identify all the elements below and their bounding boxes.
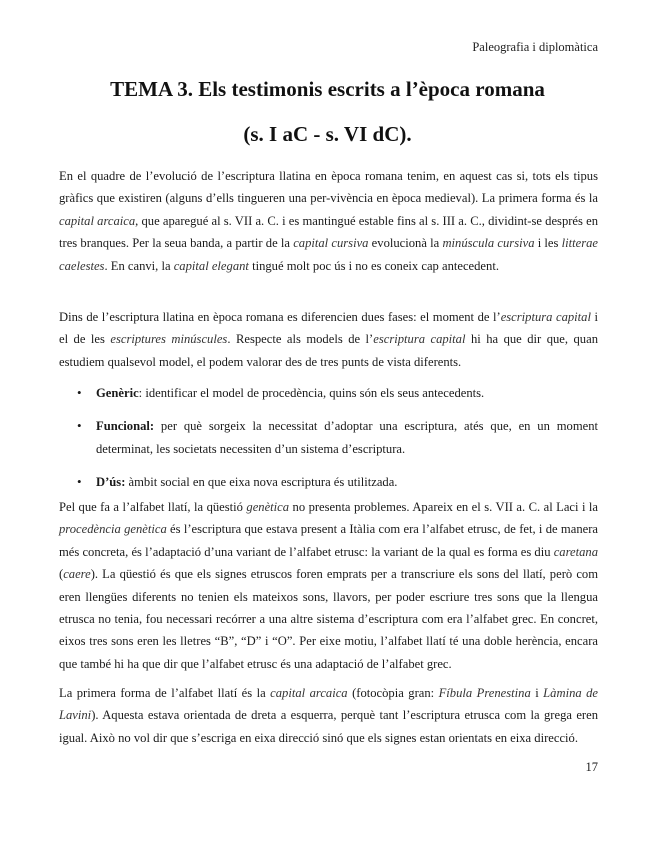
chapter-title: TEMA 3. Els testimonis escrits a l’època romana — [110, 77, 545, 101]
bullet-marker: • — [77, 474, 82, 490]
italic-term: Làmina de Lavini — [59, 686, 599, 723]
bullet-term: D’ús: — [96, 475, 126, 490]
text-run: Pel que fa a l’alfabet llatí, la qüestió — [59, 500, 247, 514]
text-run: no presenta problemes. Apareix en el s. VII a. C. al Laci i la — [289, 500, 598, 514]
italic-term: procedència genètica — [59, 522, 167, 537]
text-run: ). Aquesta estava orientada de dreta a esquerra, perquè tant l’escriptura etrusca com la grega eren igual. Això no vol dir que s’escriga en eixa direcció sinó que els signes estan orientats en eixa direcció. — [59, 708, 598, 745]
text-run: (fotocòpia gran: — [347, 686, 439, 700]
bullet-text: per què sorgeix la necessitat d’adoptar una escriptura, atés que, en un moment determinat, les societats necessiten d’un sistema d’escriptura. — [96, 419, 598, 456]
bullet-item — [59, 415, 598, 460]
text-run: és l’escriptura que estava present a Itàlia com era l’alfabet etrusc, de fet, i de manera més concreta, és l’adaptació d’una variant de l’alfabet etrusc: la variant de la qual es forma es diu — [59, 522, 598, 559]
text-run: . Respecte als models de l’ — [227, 332, 374, 347]
italic-term: capital cursiva — [293, 236, 369, 251]
italic-term: minúscula cursiva — [442, 236, 535, 251]
italic-term: capital arcaica — [270, 686, 348, 700]
bullet-text: : identificar el model de procedència, quins són els seus antecedents. — [138, 386, 485, 400]
italic-term: genètica — [246, 500, 290, 514]
text-run: i el de les — [59, 310, 598, 347]
paragraph-3 — [59, 496, 598, 675]
text-run: Dins de l’escriptura llatina en època romana es diferencien dues fases: el moment de l’ — [59, 310, 501, 324]
italic-term: caretana — [553, 544, 598, 559]
paragraph-2 — [59, 306, 598, 373]
running-header: Paleografia i diplomàtica — [472, 40, 598, 54]
italic-term: Fíbula Prenestina — [438, 686, 531, 700]
page-number: 17 — [585, 760, 598, 774]
text-run: ( — [59, 567, 64, 582]
italic-term: escriptura capital — [500, 310, 591, 324]
paragraph-4 — [59, 682, 598, 749]
bullet-term: Funcional: — [96, 419, 155, 434]
italic-term: litterae caelestes — [59, 236, 598, 273]
text-run: tingué molt poc ús i no es coneix cap antecedent. — [248, 258, 499, 273]
bullet-list — [59, 382, 598, 505]
bullet-marker: • — [77, 418, 82, 434]
text-run: hi ha que dir que, quan estudiem qualsevol model, el podem valorar des de tres punts de vista diferents. — [59, 332, 598, 369]
bullet-item — [59, 382, 598, 404]
chapter-subtitle-dates: (s. I aC - s. VI dC). — [243, 122, 412, 146]
text-run: La primera forma de l’alfabet llatí és la — [59, 686, 271, 700]
bullet-term: Genèric — [96, 386, 139, 400]
italic-term: capital elegant — [173, 258, 249, 273]
bullet-text: àmbit social en que eixa nova escriptura és utilitzada. — [125, 475, 398, 490]
text-run: i les — [534, 236, 562, 251]
text-run: En el quadre de l’evolució de l’escriptura llatina en època romana tenim, en aquest cas si, tots els tipus gràfics que existiren (alguns d’ells tingueren una per-vivència en època medieval). La primera forma és la — [59, 169, 598, 206]
text-run: , que aparegué al s. VII a. C. i es mantingué estable fins al s. III a. C., dividint-se després en tres branques. Per la seua banda, a partir de la — [59, 213, 598, 251]
text-run: . En canvi, la — [104, 258, 174, 273]
paragraph-1 — [59, 165, 598, 277]
italic-term: escriptura capital — [373, 332, 466, 347]
text-run: ). La qüestió és que els signes etruscos foren emprats per a transcriure els sons del llatí, però com eren llengües diferents no tenien els mateixos sons, llavors, per poder escriure tres sons que la llengua etrusca no tenia, fou necessari recórrer a una altre sistema d’escriptura com era l’alfabet grec. En concret, eixos tres sons eren les lletres “B”, “D” i “O”. Per eixe motiu, l’alfabet llatí té una doble herència, encara que també hi ha que dir que l’alfabet etrusc és una adaptació de l’alfabet grec. — [59, 567, 598, 671]
text-run: evolucionà la — [368, 236, 443, 251]
bullet-marker: • — [77, 385, 82, 400]
italic-term: escriptures minúscules — [110, 332, 228, 347]
italic-term: capital arcaica — [59, 213, 136, 228]
bullet-item — [59, 471, 598, 493]
italic-term: caere — [63, 567, 91, 582]
text-run: i — [530, 686, 544, 700]
